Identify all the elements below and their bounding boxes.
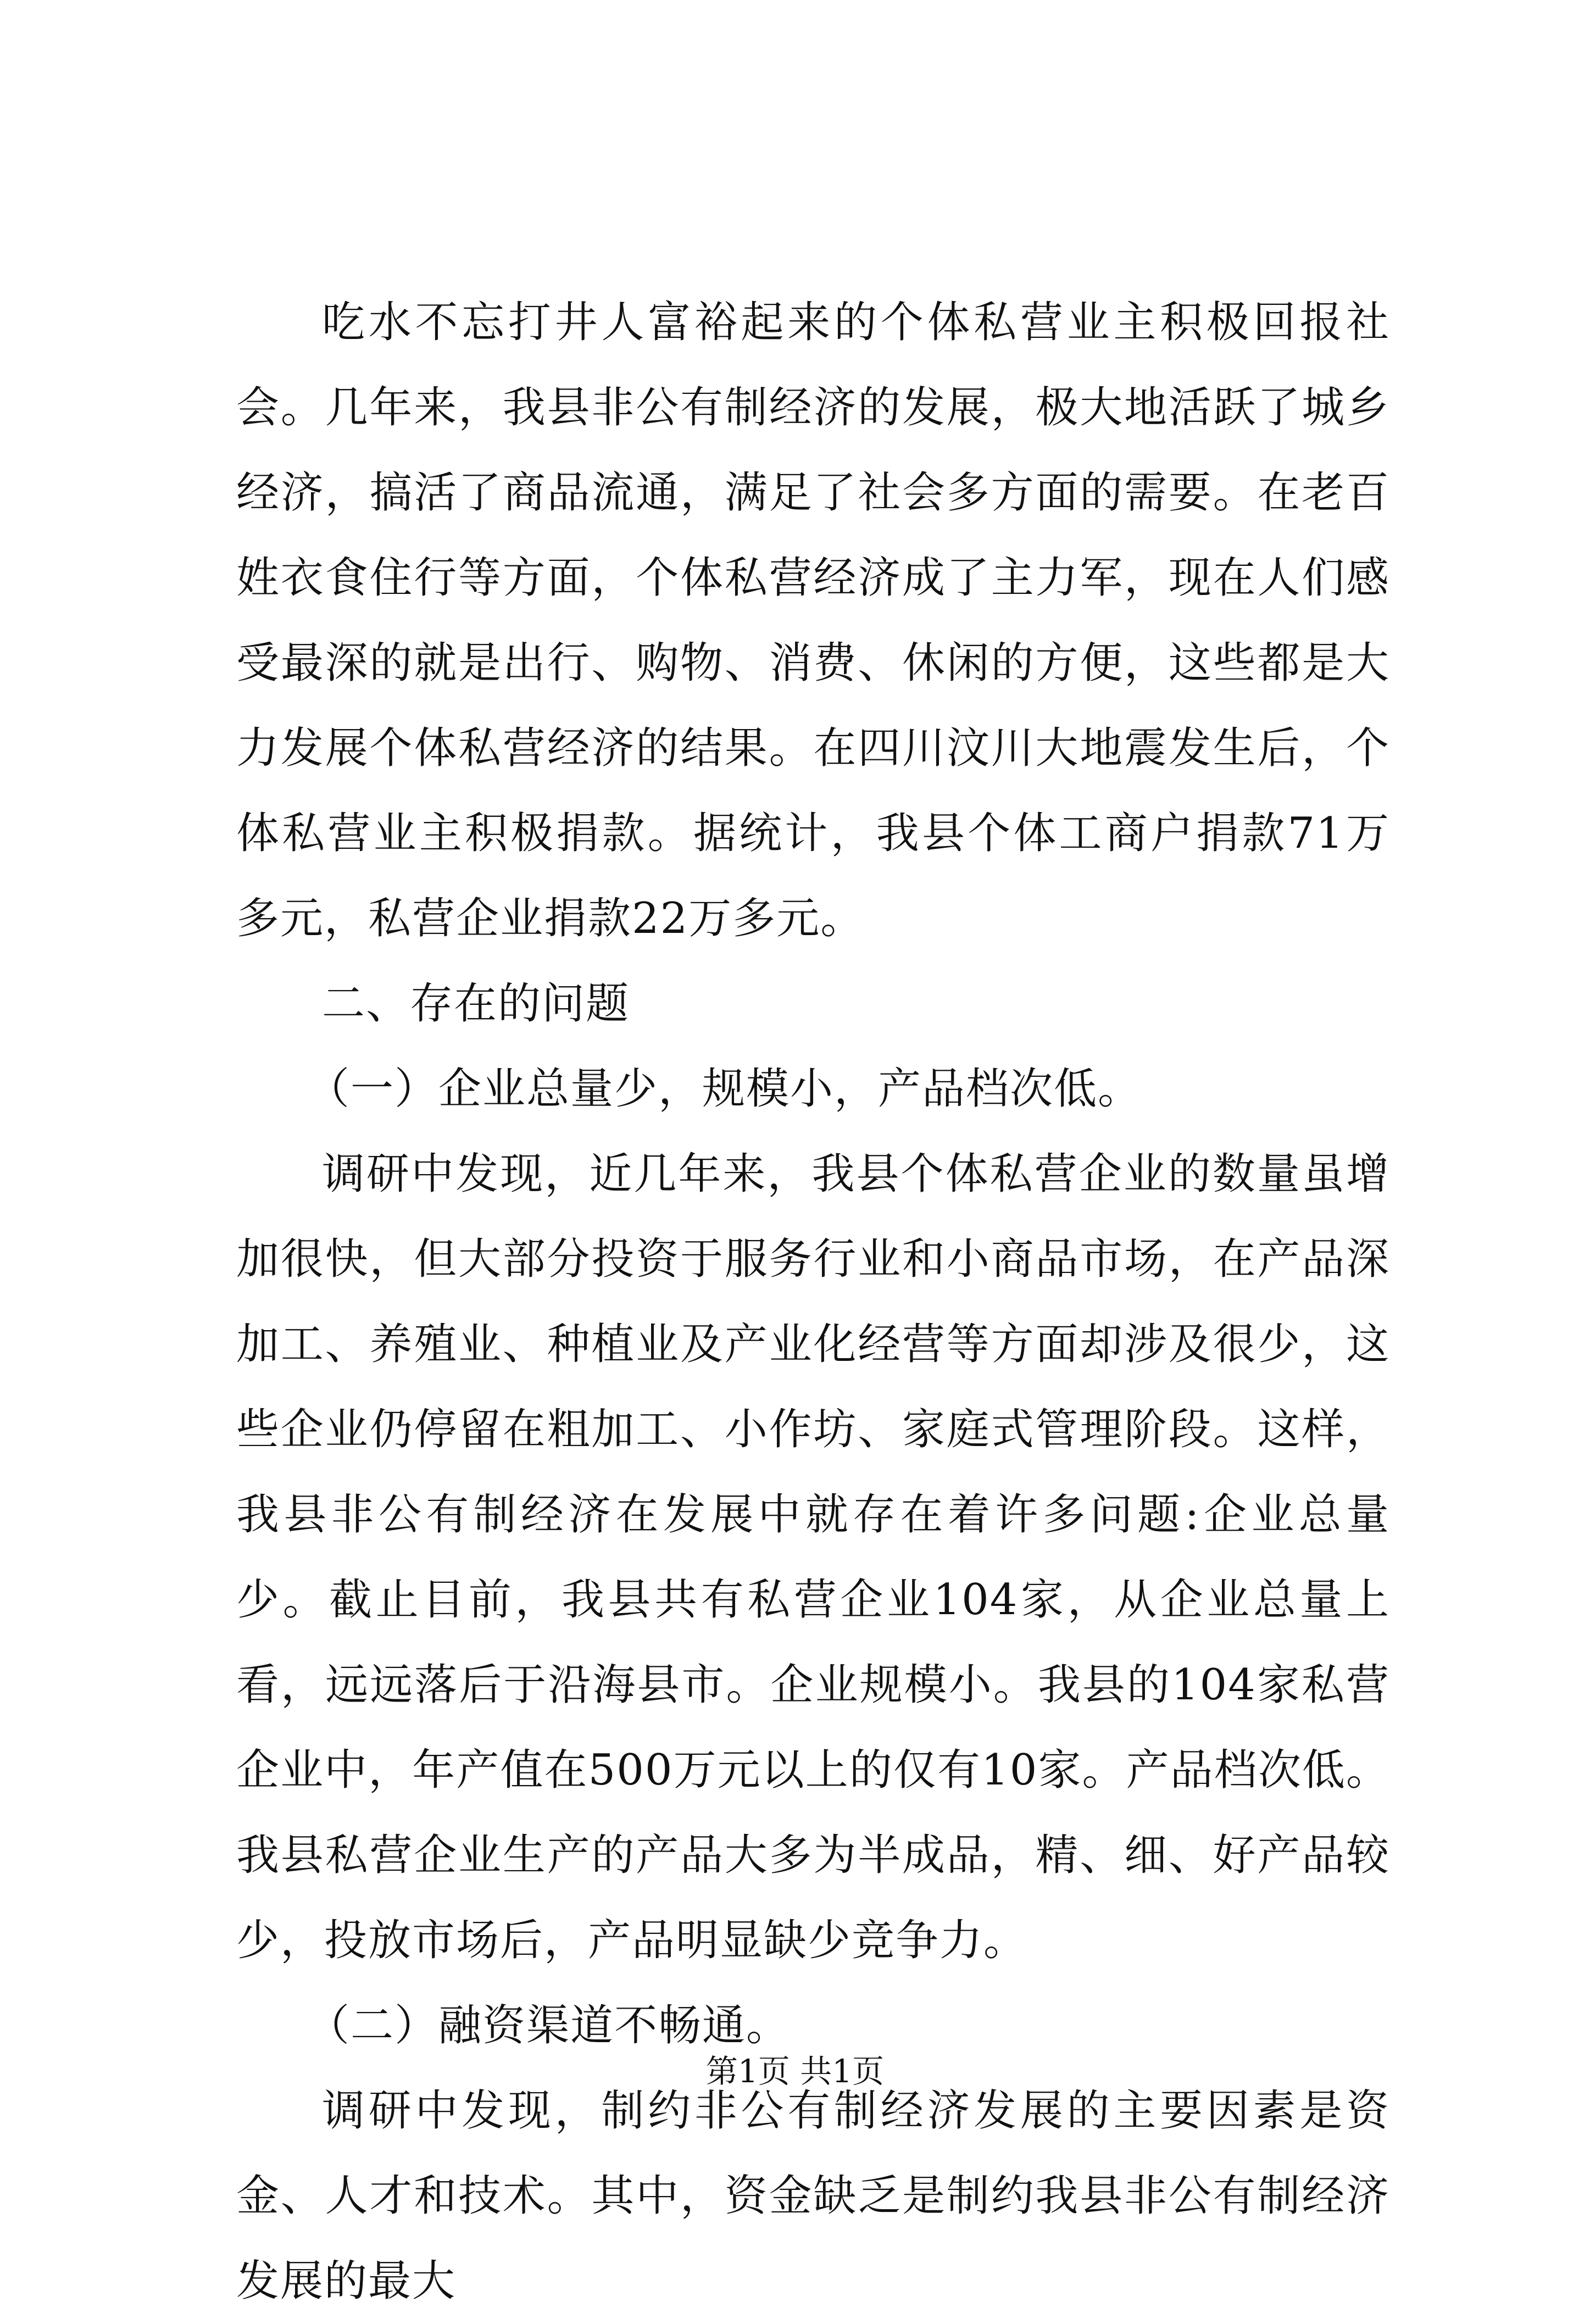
section-heading: 二、存在的问题 (322, 979, 630, 1028)
subsection-heading: （一）企业总量少，规模小，产品档次低。 (307, 1064, 1142, 1114)
paragraph: 吃水不忘打井人富裕起来的个体私营业主积极回报社会。几年来，我县非公有制经济的发展，极大地活跃了城乡经济，搞活了商品流通，满足了社会多方面的需要。在老百姓衣食住行等方面，个体私营经济成了主力军，现在人们感受最深的就是出行、购物、消费、休闲的方便，这些都是大力发展个体私营经济的结果。在四川汶川大地震发生后，个体私营业主积极捐款。据统计，我县个体工商户捐款71万多元，私营企业捐款22万多元。 (236, 298, 1390, 943)
subsection-heading: （二）融资渠道不畅通。 (307, 2001, 791, 2050)
page-footer: 第1页 共1页 (705, 2053, 885, 2090)
document-body (236, 280, 1390, 2324)
paragraph: 调研中发现，近几年来，我县个体私营企业的数量虽增加很快，但大部分投资于服务行业和小商品市场，在产品深加工、养殖业、种植业及产业化经营等方面却涉及很少，这些企业仍停留在粗加工、小作坊、家庭式管理阶段。这样，我县非公有制经济在发展中就存在着许多问题:企业总量少。截止目前，我县共有私营企业104家，从企业总量上看，远远落后于沿海县市。企业规模小。我县的104家私营企业中，年产值在500万元以上的仅有10家。产品档次低。我县私营企业生产的产品大多为半成品，精、细、好产品较少，投放市场后，产品明显缺少竞争力。 (236, 1149, 1390, 1965)
paragraph: 调研中发现，制约非公有制经济发展的主要因素是资金、人才和技术。其中，资金缺乏是制约我县非公有制经济发展的最大 (236, 2086, 1390, 2306)
